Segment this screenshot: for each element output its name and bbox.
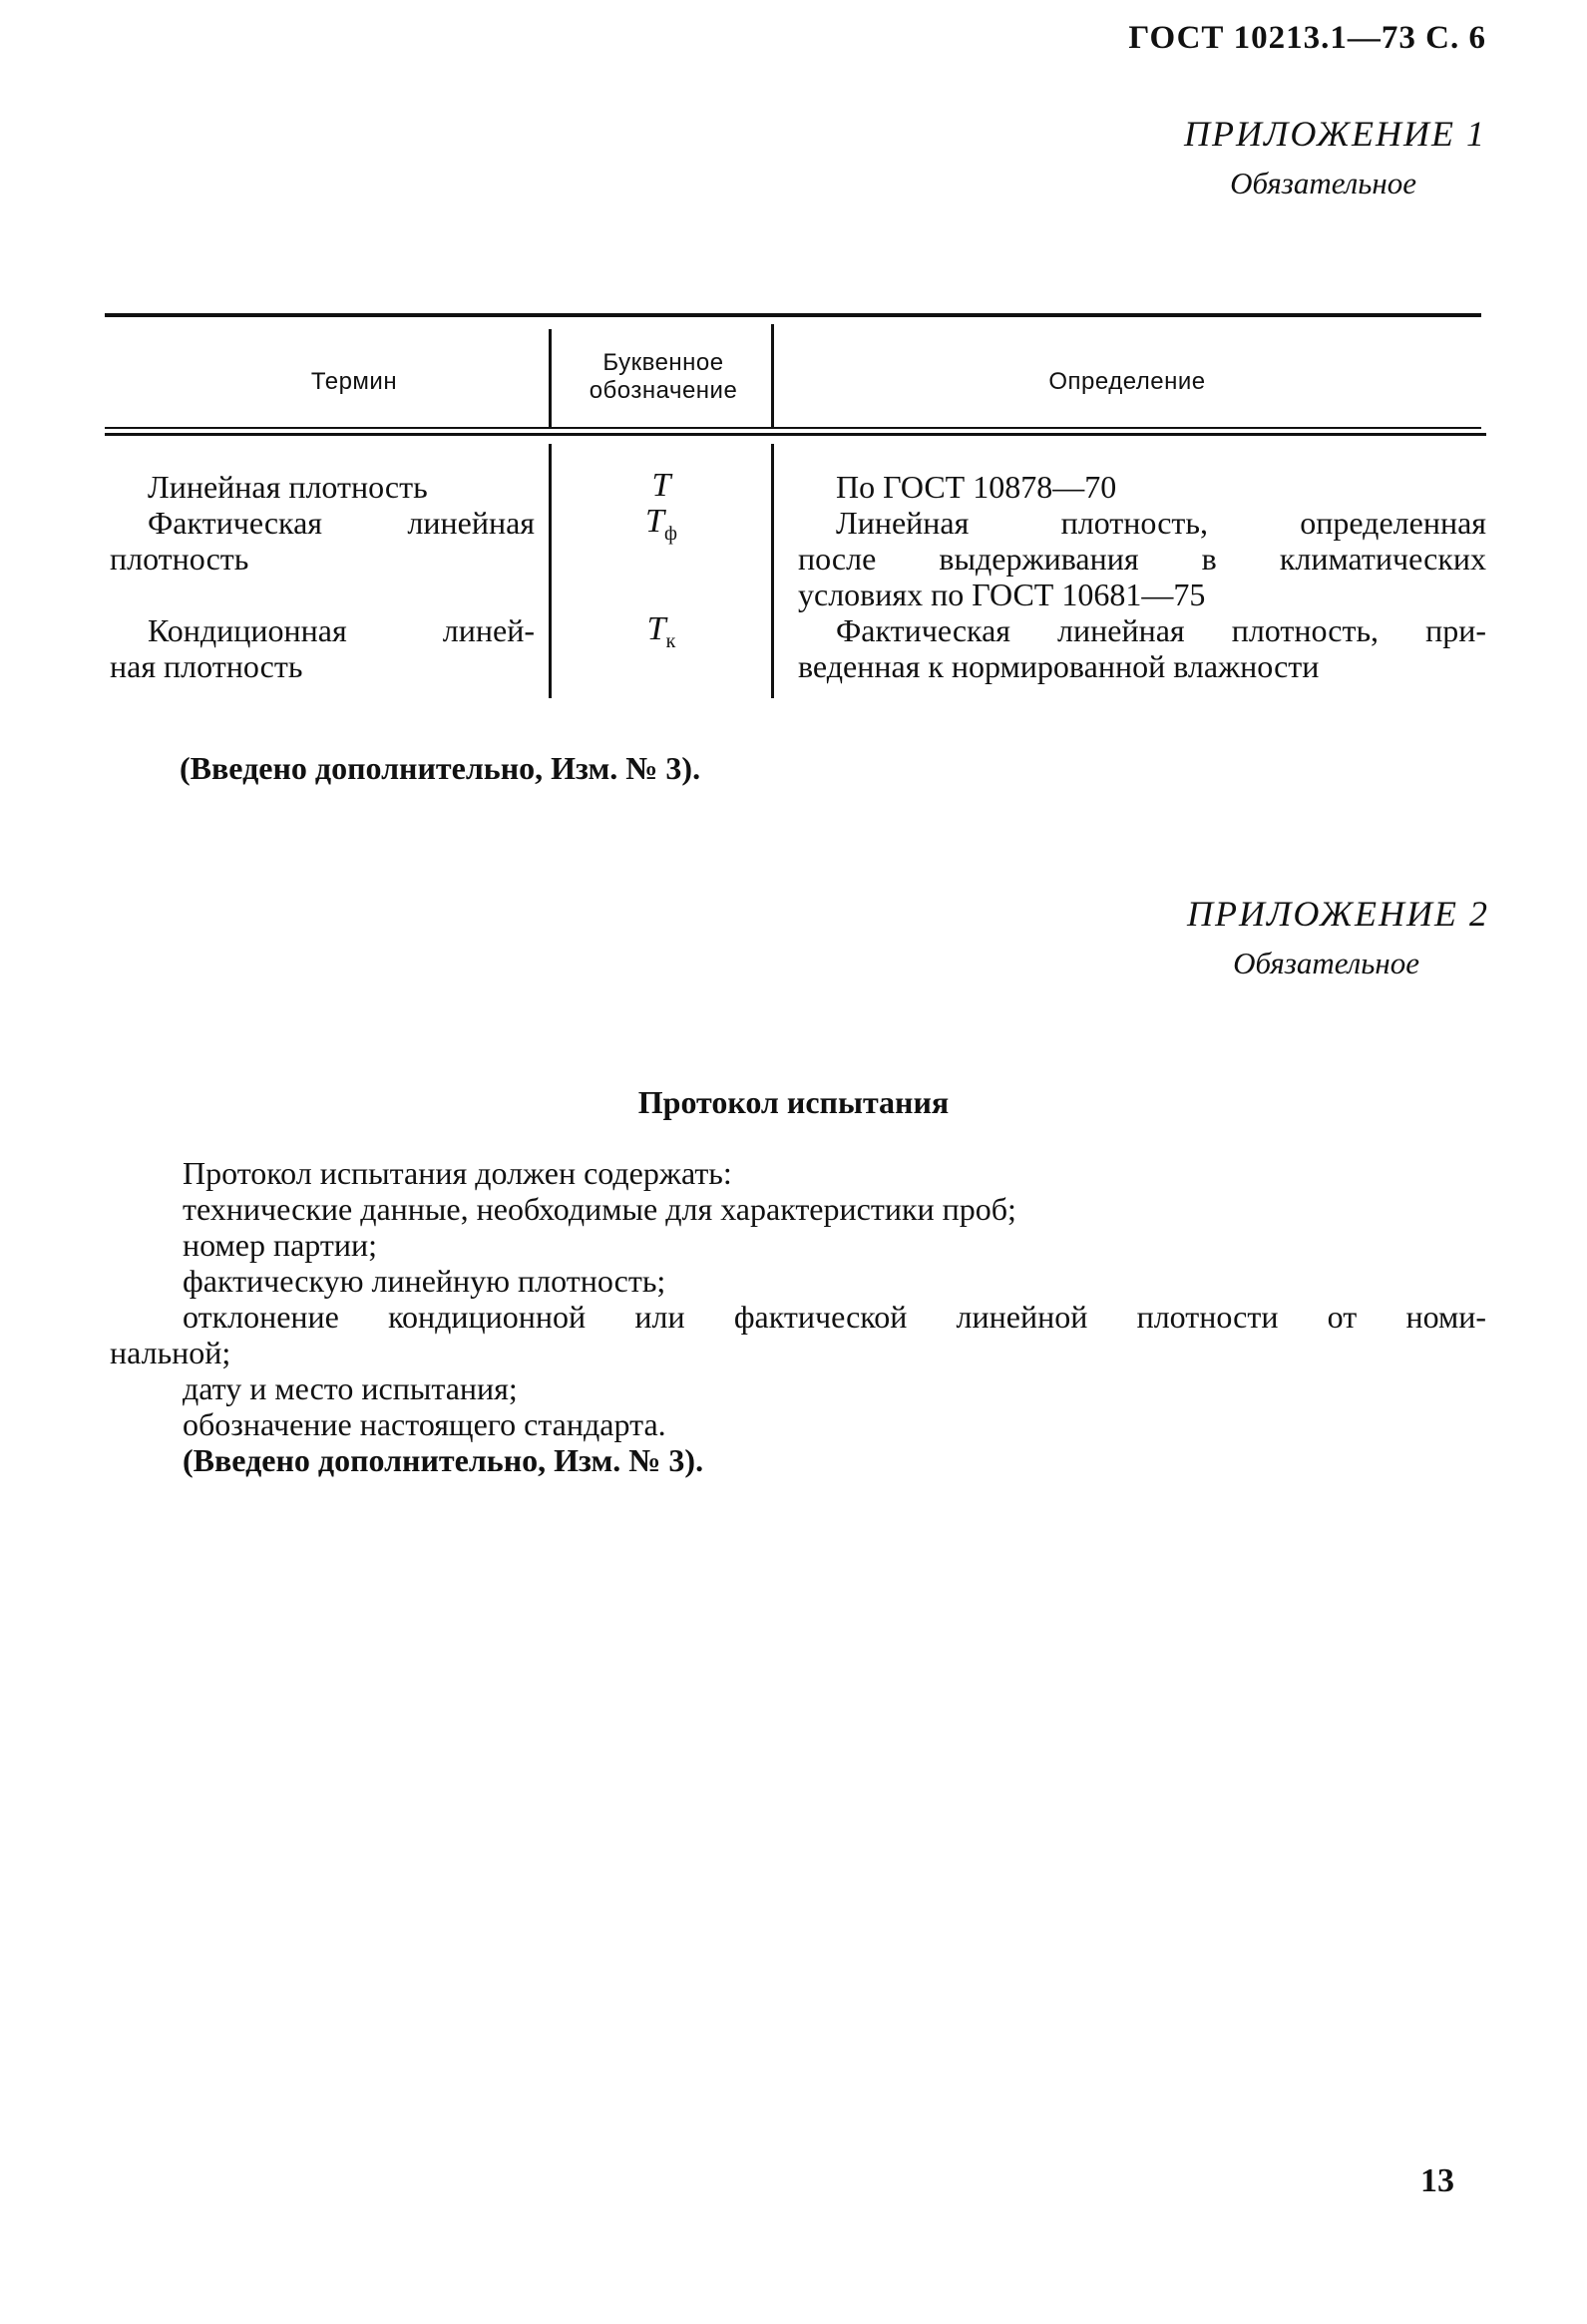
symbol-base: T [645,503,664,540]
protocol-line: номер партии; [183,1227,377,1263]
protocol-line: обозначение настоящего стандарта. [183,1406,666,1442]
definition-line: По ГОСТ 10878—70 [836,469,1117,505]
protocol-line: технические данные, необходимые для характеристики проб; [183,1191,1016,1227]
symbol-cell [552,503,771,546]
amendment-note-1: (Введено дополнительно, Изм. № 3). [180,750,701,786]
symbol-subscript: к [665,629,676,652]
term-line: плотность [110,541,249,577]
term-line: Линейная плотность [148,469,428,505]
header-divider-1 [549,329,552,429]
definition-cell [836,469,1484,505]
protocol-line: Протокол испытания должен содержать: [183,1155,732,1191]
term-line: Фактическая линейная [148,505,535,541]
appendix-1-title: ПРИЛОЖЕНИЕ 1 [1184,114,1486,154]
term-cell-continuation [110,541,529,577]
appendix-2-title: ПРИЛОЖЕНИЕ 2 [1187,894,1489,934]
symbol-subscript: ф [663,522,677,545]
symbol-cell [552,610,771,653]
term-cell [148,469,537,505]
definition-cell-continuation [798,648,1486,684]
protocol-line: фактическую линейную плотность; [183,1263,666,1299]
definition-cell-continuation [798,577,1486,612]
header-divider-2 [771,324,774,429]
appendix-2-subtitle: Обязательное [1233,946,1419,980]
term-line: Кондиционная линей- [148,612,535,648]
term-cell [148,505,535,541]
protocol-line: отклонение кондиционной или фактической линейной плотности от номи- [183,1299,1486,1335]
definition-line: Линейная плотность, определенная [836,505,1486,541]
header-symbol [554,349,773,405]
body-divider-2 [771,444,774,698]
protocol-line: нальной; [110,1335,231,1370]
definition-cell [836,505,1486,541]
definition-line: после выдерживания в климатических [798,541,1486,577]
term-line: ная плотность [110,648,303,684]
header-definition: Определение [1048,368,1206,395]
protocol-title: Протокол испытания [637,1084,950,1120]
header-symbol-line1: Буквенное [602,349,724,376]
page-header: ГОСТ 10213.1—73 С. 6 [1128,20,1486,56]
symbol-base: T [646,610,666,647]
definition-line: веденная к нормированной влажности [798,648,1320,684]
table-header-rule-1 [105,427,1481,429]
page-number: 13 [1420,2162,1454,2199]
definition-cell [836,612,1486,648]
symbol-base: T [651,467,671,504]
definition-cell-continuation [798,541,1486,577]
table-top-rule [105,313,1481,317]
protocol-line: дату и место испытания; [183,1370,518,1406]
header-term: Термин [310,368,398,395]
amendment-note-2: (Введено дополнительно, Изм. № 3). [183,1442,704,1478]
definition-line: условиях по ГОСТ 10681—75 [798,577,1206,612]
definition-line: Фактическая линейная плотность, при- [836,612,1486,648]
term-cell [148,612,535,648]
appendix-1-subtitle: Обязательное [1230,166,1416,200]
table-header-rule-2 [105,433,1486,436]
header-symbol-line2: обозначение [589,377,738,404]
term-cell-continuation [110,648,529,684]
